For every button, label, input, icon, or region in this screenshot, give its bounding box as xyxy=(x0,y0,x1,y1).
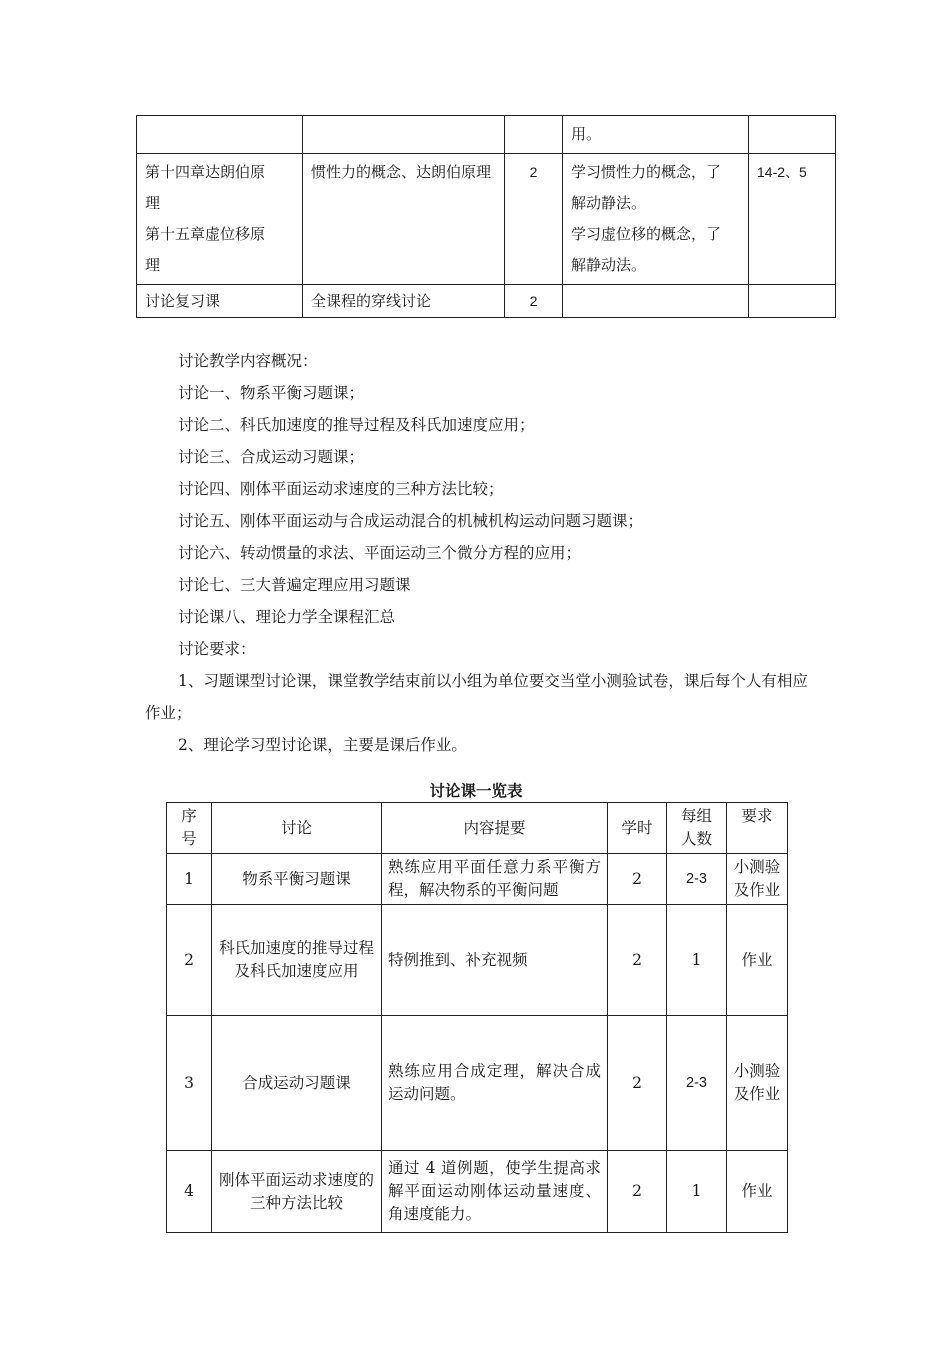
row-hours: 2 xyxy=(608,905,667,1016)
row-topic: 科氏加速度的推导过程及科氏加速度应用 xyxy=(212,905,382,1016)
hours-cell: 2 xyxy=(505,285,563,318)
row-content: 熟练应用合成定理，解决合成运动问题。 xyxy=(382,1016,608,1151)
header-group-size: 每组 人数 xyxy=(667,803,727,854)
discussion-heading: 讨论教学内容概况： xyxy=(178,352,318,370)
discussion-item: 讨论五、刚体平面运动与合成运动混合的机械机构运动问题习题课； xyxy=(178,512,644,530)
requirements-heading: 讨论要求： xyxy=(178,640,256,658)
row-group-size: 1 xyxy=(667,1151,727,1233)
goal-cell xyxy=(563,285,749,318)
discussion-section xyxy=(145,345,815,761)
hours-cell xyxy=(505,116,563,154)
row-no: 1 xyxy=(167,854,212,905)
requirement-item: 1、习题课型讨论课，课堂教学结束前以小组为单位要交当堂小测验试卷，课后每个人有相应作业； xyxy=(145,672,808,722)
row-group-size: 2-3 xyxy=(667,1016,727,1151)
row-content: 特例推到、补充视频 xyxy=(382,905,608,1016)
row-requirement: 作业 xyxy=(727,1151,788,1233)
header-no: 序 号 xyxy=(167,803,212,854)
row-requirement: 作业 xyxy=(727,905,788,1016)
discussion-item: 讨论三、合成运动习题课； xyxy=(178,448,365,466)
hours-cell: 2 xyxy=(505,154,563,285)
content-cell xyxy=(303,116,505,154)
row-topic: 物系平衡习题课 xyxy=(212,854,382,905)
goal-cell xyxy=(563,154,749,285)
homework-cell xyxy=(749,116,836,154)
goal-line: 学习惯性力的概念，了 xyxy=(571,163,722,181)
row-group-size: 1 xyxy=(667,905,727,1016)
table-row xyxy=(167,905,788,1016)
chapter-line: 理 xyxy=(145,256,161,274)
row-group-size: 2-3 xyxy=(667,854,727,905)
goal-cell: 用。 xyxy=(563,116,749,154)
goal-line: 解静动法。 xyxy=(571,256,647,274)
row-no: 3 xyxy=(167,1016,212,1151)
row-content: 熟练应用平面任意力系平衡方程，解决物系的平衡问题 xyxy=(382,854,608,905)
row-no: 2 xyxy=(167,905,212,1016)
goal-line: 解动静法。 xyxy=(571,194,647,212)
header-requirement: 要求 xyxy=(727,803,788,854)
homework-cell xyxy=(749,285,836,318)
content-cell: 全课程的穿线讨论 xyxy=(303,285,505,318)
row-topic: 刚体平面运动求速度的三种方法比较 xyxy=(212,1151,382,1233)
header-hours: 学时 xyxy=(608,803,667,854)
row-hours: 2 xyxy=(608,854,667,905)
discussion-item: 讨论七、三大普遍定理应用习题课 xyxy=(178,576,411,594)
chapter-cell xyxy=(137,116,303,154)
row-requirement: 小测验及作业 xyxy=(727,854,788,905)
homework-cell: 14-2、5 xyxy=(749,154,836,285)
row-hours: 2 xyxy=(608,1016,667,1151)
table-row xyxy=(137,154,836,285)
chapter-line: 第十五章虚位移原 xyxy=(145,225,266,243)
discussion-item: 讨论一、物系平衡习题课； xyxy=(178,384,365,402)
table-row xyxy=(167,1016,788,1151)
row-requirement: 小测验及作业 xyxy=(727,1016,788,1151)
discussion-item: 讨论二、科氏加速度的推导过程及科氏加速度应用； xyxy=(178,416,535,434)
row-hours: 2 xyxy=(608,1151,667,1233)
discussion-item: 讨论课八、理论力学全课程汇总 xyxy=(178,608,396,626)
summary-table xyxy=(166,802,788,1233)
table-row xyxy=(167,854,788,905)
row-no: 4 xyxy=(167,1151,212,1233)
chapter-line: 理 xyxy=(145,194,161,212)
syllabus-table xyxy=(136,115,836,318)
requirement-item: 2、理论学习型讨论课，主要是课后作业。 xyxy=(178,736,467,754)
table-row xyxy=(167,1151,788,1233)
header-content: 内容提要 xyxy=(382,803,608,854)
chapter-line: 第十四章达朗伯原 xyxy=(145,163,266,181)
content-cell: 惯性力的概念、达朗伯原理 xyxy=(303,154,505,285)
chapter-cell xyxy=(137,154,303,285)
table-row xyxy=(137,116,836,154)
table-header-row xyxy=(167,803,788,854)
row-topic: 合成运动习题课 xyxy=(212,1016,382,1151)
header-topic: 讨论 xyxy=(212,803,382,854)
discussion-item: 讨论四、刚体平面运动求速度的三种方法比较； xyxy=(178,480,504,498)
table-row xyxy=(137,285,836,318)
chapter-cell: 讨论复习课 xyxy=(137,285,303,318)
summary-table-title: 讨论课一览表 xyxy=(429,781,523,800)
row-content: 通过 4 道例题，使学生提高求解平面运动刚体运动量速度、角速度能力。 xyxy=(382,1151,608,1233)
discussion-item: 讨论六、转动惯量的求法、平面运动三个微分方程的应用； xyxy=(178,544,582,562)
goal-line: 学习虚位移的概念，了 xyxy=(571,225,722,243)
